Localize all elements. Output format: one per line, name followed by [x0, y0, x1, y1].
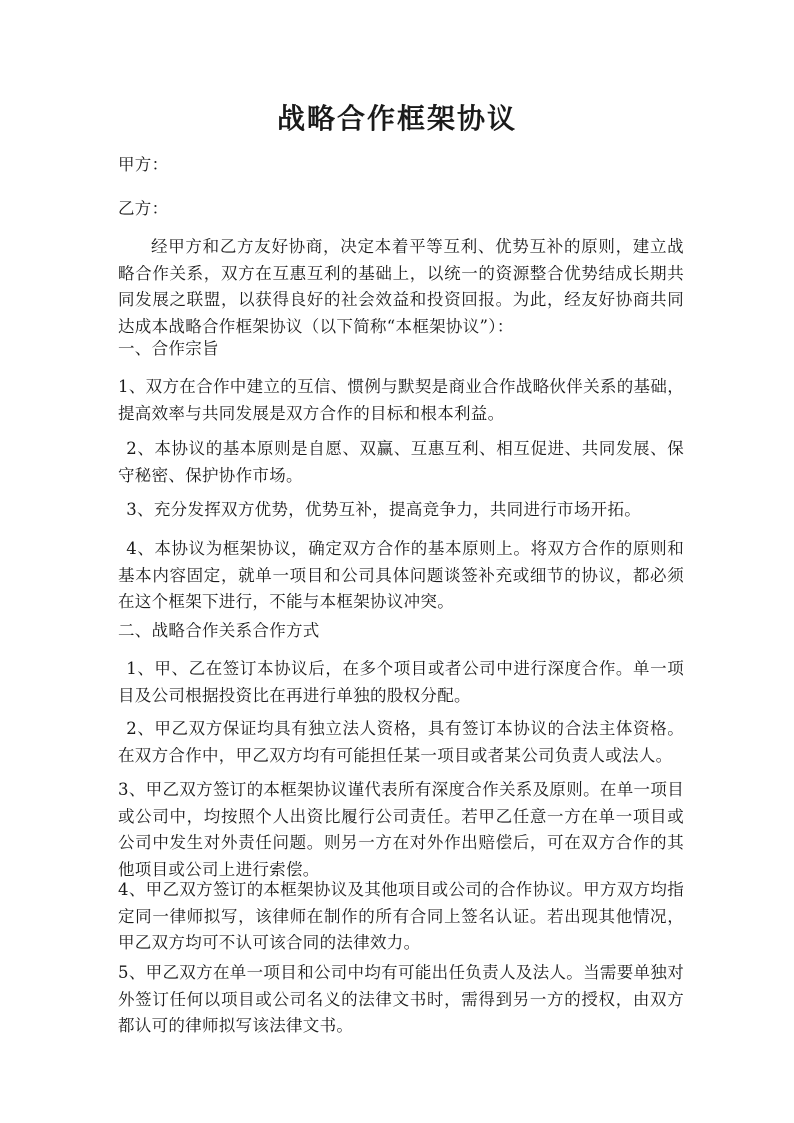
clause-2-5: 5、甲乙双方在单一项目和公司中均有可能出任负责人及法人。当需要单独对外签订任何以项目或公司名义的法律文书时，需得到另一方的授权，由双方都认可的律师拟写该法律文书。 — [118, 963, 684, 1035]
section-heading-1: 一、合作宗旨 — [118, 339, 219, 358]
party-a-label: 甲方： — [118, 155, 169, 174]
clause-2-4: 4、甲乙双方签订的本框架协议及其他项目或公司的合作协议。甲方双方均指定同一律师拟写，该律师在制作的所有合同上签名认证。若出现其他情况，甲乙双方均可不认可该合同的法律效力。 — [118, 880, 684, 952]
section-heading-2: 二、战略合作关系合作方式 — [118, 621, 320, 640]
clause-2-1: 1、甲、乙在签订本协议后，在多个项目或者公司中进行深度合作。单一项目及公司根据投资比在再进行单独的股权分配。 — [118, 659, 684, 705]
clause-2-2: 2、甲乙双方保证均具有独立法人资格，具有签订本协议的合法主体资格。在双方合作中，甲乙双方均有可能担任某一项目或者某公司负责人或法人。 — [118, 719, 684, 765]
preamble-paragraph: 经甲方和乙方友好协商，决定本着平等互利、优势互补的原则，建立战略合作关系，双方在互惠互利的基础上，以统一的资源整合优势结成长期共同发展之联盟，以获得良好的社会效益和投资回报。为此，经友好协商共同达成本战略合作框架协议（以下简称“本框架协议”）： — [118, 237, 684, 336]
clause-1-3: 3、充分发挥双方优势，优势互补，提高竞争力，共同进行市场开拓。 — [126, 500, 642, 519]
document-title: 战略合作框架协议 — [276, 102, 517, 135]
clause-1-2: 2、本协议的基本原则是自愿、双赢、互惠互利、相互促进、共同发展、保守秘密、保护协作市场。 — [118, 439, 684, 485]
clause-2-3: 3、甲乙双方签订的本框架协议谨代表所有深度合作关系及原则。在单一项目或公司中，均按照个人出资比履行公司责任。若甲乙任意一方在单一项目或公司中发生对外责任问题。则另一方在对外作出赔偿后，可在双方合作的其他项目或公司上进行索偿。 — [118, 780, 684, 879]
clause-1-1: 1、双方在合作中建立的互信、惯例与默契是商业合作战略伙伴关系的基础，提高效率与共同发展是双方合作的目标和根本利益。 — [118, 377, 684, 423]
clause-1-4: 4、本协议为框架协议，确定双方合作的基本原则上。将双方合作的原则和基本内容固定，就单一项目和公司具体问题谈签补充或细节的协议，都必须在这个框架下进行，不能与本框架协议冲突。 — [118, 539, 684, 611]
party-b-label: 乙方： — [118, 199, 169, 218]
